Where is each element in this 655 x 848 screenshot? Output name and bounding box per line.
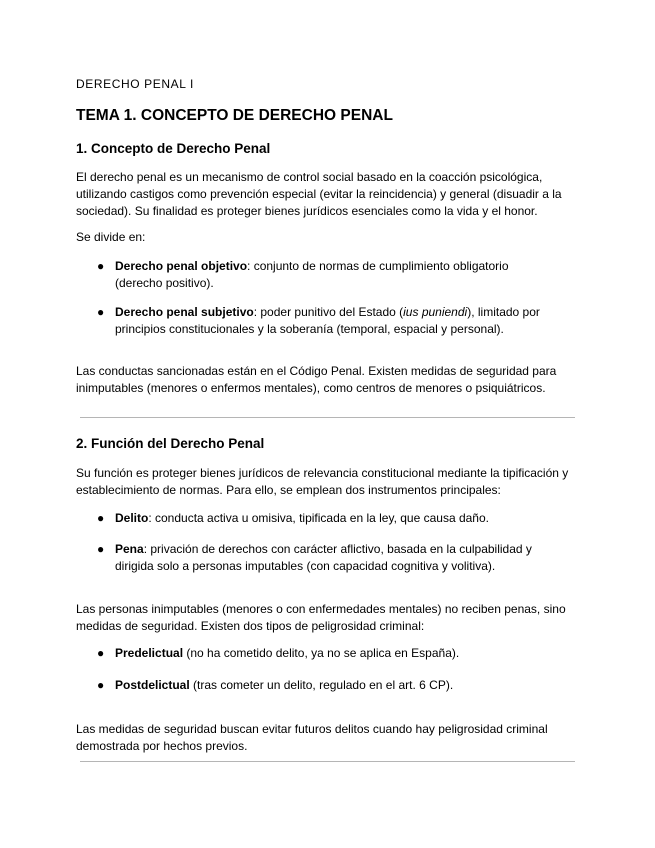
bullet-text: : poder punitivo del Estado (: [253, 305, 404, 319]
bullet-icon: ●: [97, 678, 105, 692]
bullet-italic-term: ius puniendi: [403, 305, 468, 319]
bullet-text: : conjunto de normas de cumplimiento obligatorio (derecho positivo).: [115, 259, 509, 290]
section-2-paragraph-2: Las personas inimputables (menores o con enfermedades mentales) no reciben penas, sino medidas de seguridad. Existen dos tipos de peligrosidad criminal:: [76, 602, 566, 633]
bullet-icon: ●: [97, 305, 105, 319]
section-1-paragraph-3: Las conductas sancionadas están en el Código Penal. Existen medidas de seguridad para inimputables (menores o enfermos mentales), como centros de menores o psiquiátricos.: [76, 364, 557, 395]
bullet-text: (no ha cometido delito, ya no se aplica en España).: [183, 646, 460, 660]
bullet-text: (tras cometer un delito, regulado en el art. 6 CP).: [189, 678, 454, 692]
section-1-heading: 1. Concepto de Derecho Penal: [76, 141, 271, 156]
list-item: [97, 541, 555, 575]
bullet-text-continued: ), limitado por principios constitucionales y la soberanía (temporal, espacial y personal).: [115, 305, 540, 336]
bullet-icon: ●: [97, 542, 105, 556]
bullet-term: Postdelictual: [115, 678, 190, 692]
bullet-icon: ●: [97, 511, 105, 525]
section-2-heading: 2. Función del Derecho Penal: [76, 436, 265, 451]
bullet-term: Derecho penal subjetivo: [115, 305, 254, 319]
bullet-term: Pena: [115, 542, 144, 556]
list-item: [97, 510, 555, 527]
list-item: [97, 258, 555, 292]
list-item: [97, 677, 555, 694]
bullet-icon: ●: [97, 259, 105, 273]
bullet-text: : conducta activa u omisiva, tipificada en la ley, que causa daño.: [148, 511, 489, 525]
section-divider: [80, 417, 575, 418]
bullet-term: Delito: [115, 511, 149, 525]
bullet-text: : privación de derechos con carácter aflictivo, basada en la culpabilidad y dirigida solo a personas imputables (con capacidad cognitiva y volitiva).: [115, 542, 532, 573]
list-item: [97, 645, 555, 662]
section-1-paragraph-1: El derecho penal es un mecanismo de control social basado en la coacción psicológica, utilizando castigos como prevención especial (evitar la reincidencia) y general (disuadir a la sociedad). Su finalidad es proteger bienes jurídicos esenciales como la vida y el honor.: [76, 170, 562, 218]
bullet-term: Predelictual: [115, 646, 184, 660]
bullet-term: Derecho penal objetivo: [115, 259, 248, 273]
section-divider: [80, 761, 575, 762]
section-1-paragraph-2: Se divide en:: [76, 230, 146, 244]
section-2-paragraph-1: Su función es proteger bienes jurídicos de relevancia constitucional mediante la tipificación y establecimiento de normas. Para ello, se emplean dos instrumentos principales:: [76, 466, 569, 497]
course-label: DERECHO PENAL I: [76, 77, 194, 91]
page-title: TEMA 1. CONCEPTO DE DERECHO PENAL: [76, 107, 393, 124]
bullet-icon: ●: [97, 646, 105, 660]
list-item: [97, 304, 555, 338]
section-2-paragraph-3: Las medidas de seguridad buscan evitar futuros delitos cuando hay peligrosidad criminal demostrada por hechos previos.: [76, 722, 548, 753]
